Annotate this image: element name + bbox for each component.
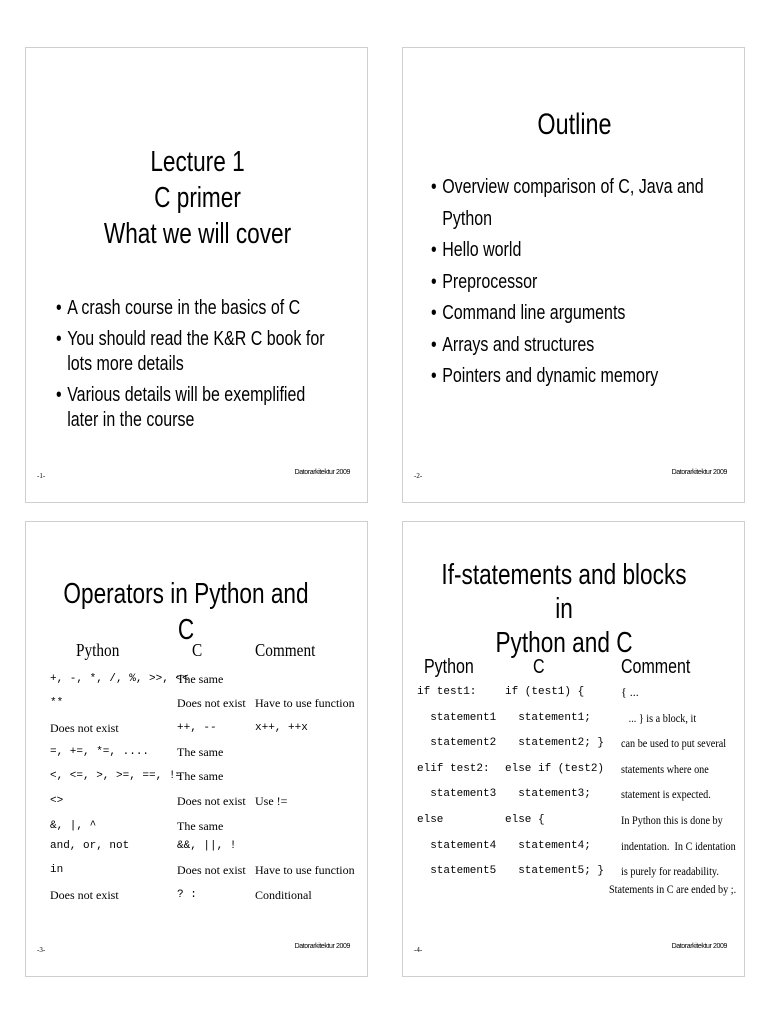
table-cell: The same [177,819,224,833]
code-line: elif test2: [417,763,490,775]
table-cell: The same [177,745,224,759]
bullet-icon: • [56,384,62,406]
comment-line: statement is expected. [621,787,711,801]
bullet-item: • A crash course in the basics of C [56,297,301,319]
page-number: -4- [414,946,423,954]
table-cell: ** [50,697,64,709]
table-cell: &&, ||, ! [177,840,237,852]
slide-3-title: Operators in Python and C [63,578,309,647]
slide-1-bullet-list [56,296,332,433]
column-header-c: C [192,640,203,660]
bullet-icon: • [431,302,437,324]
code-line: statement5 [417,865,497,877]
table-cell: The same [177,769,224,783]
slide-1-title-line: C primer [154,182,241,214]
table-cell: Does not exist [50,721,119,735]
table-cell: Have to use function [255,696,355,710]
bullet-icon: • [431,176,437,198]
table-cell: +, -, *, /, %, >>, << [50,673,189,685]
code-line: statement2; } [505,737,605,749]
code-line: statement3 [417,788,497,800]
table-cell: ? : [177,889,197,901]
table-cell: Does not exist [177,696,246,710]
comment-line: In Python this is done by [621,813,723,827]
code-line: statement3; [505,788,591,800]
column-header-python: Python [76,640,120,660]
bullet-icon: • [56,328,62,350]
table-cell: Does not exist [50,888,119,902]
bullet-icon: • [56,297,62,319]
slide-1-title [64,144,332,252]
table-cell: &, |, ^ [50,820,97,832]
code-line: else [417,814,444,826]
code-line: statement4 [417,840,497,852]
slide-1-title-line: Lecture 1 [150,146,245,178]
bullet-item: • Arrays and structures [431,330,719,362]
page-number: -1- [37,472,46,480]
table-cell: <, <=, >, >=, ==, != [50,770,183,782]
footer-label: Datorarkitektur 2009 [294,469,350,476]
table-cell: <> [50,795,64,807]
column-header-comment: Comment [621,656,691,678]
bullet-item: • Command line arguments [431,298,719,330]
bullet-icon: • [431,365,437,387]
footer-label: Datorarkitektur 2009 [671,469,727,476]
bullet-item: • Hello world [431,235,719,267]
table-cell: Does not exist [177,794,246,808]
slide-1-title-line: What we will cover [103,218,292,250]
table-cell: Conditional [255,888,312,902]
slide-4-title [438,558,689,660]
slide-4-title-line: Python and C [495,627,633,659]
table-cell: Have to use function [255,863,355,877]
table-cell: and, or, not [50,840,130,852]
bullet-item: • Various details will be exemplified later in the course [56,384,306,431]
table-cell: x++, ++x [255,722,308,734]
code-line: else { [505,814,545,826]
bullet-icon: • [431,270,437,293]
comment-line: indentation. In C identation [621,839,736,853]
comment-line: Statements in C are ended by ;. [609,882,737,896]
comment-line: { ... [621,685,639,699]
comment-line: statements where one [621,762,709,776]
table-cell: The same [177,672,224,686]
column-header-c: C [533,656,545,678]
bullet-icon: • [431,239,437,261]
table-cell: Does not exist [177,863,246,877]
page-number: -3- [37,946,46,954]
slide-2 [402,47,745,503]
comment-line: ... } is a block, it [621,711,697,725]
slide-1 [25,47,368,503]
table-cell: =, +=, *=, .... [50,746,150,758]
bullet-item: • Overview comparison of C, Java and Python [431,172,719,235]
bullet-item: • Preprocessor [431,267,719,299]
code-line: statement4; [505,840,591,852]
code-line: statement2 [417,737,497,749]
code-line: statement5; } [505,865,605,877]
code-line: else if (test2) [505,763,605,775]
comment-line: can be used to put several [621,736,727,750]
footer-label: Datorarkitektur 2009 [294,943,350,950]
slide-2-bullet-list [431,172,719,393]
footer-label: Datorarkitektur 2009 [671,943,727,950]
code-line: statement1 [417,712,497,724]
column-header-python: Python [424,656,474,678]
slide-4 [402,521,745,977]
table-cell: Use != [255,794,288,808]
slide-3 [25,521,368,977]
code-line: statement1; [505,712,591,724]
column-header-comment: Comment [255,640,316,660]
page-number: -2- [414,472,423,480]
code-line: if (test1) { [505,686,585,698]
slide-2-title: Outline [537,108,612,141]
comment-line: is purely for readability. [621,864,719,878]
bullet-icon: • [431,333,437,356]
table-cell: in [50,864,64,876]
bullet-item: • Pointers and dynamic memory [431,361,719,393]
slide-4-title-line: If-statements and blocks in [441,559,687,625]
code-line: if test1: [417,686,477,698]
bullet-item: • You should read the K&R C book for lots more details [56,328,325,375]
table-cell: ++, -- [177,722,217,734]
